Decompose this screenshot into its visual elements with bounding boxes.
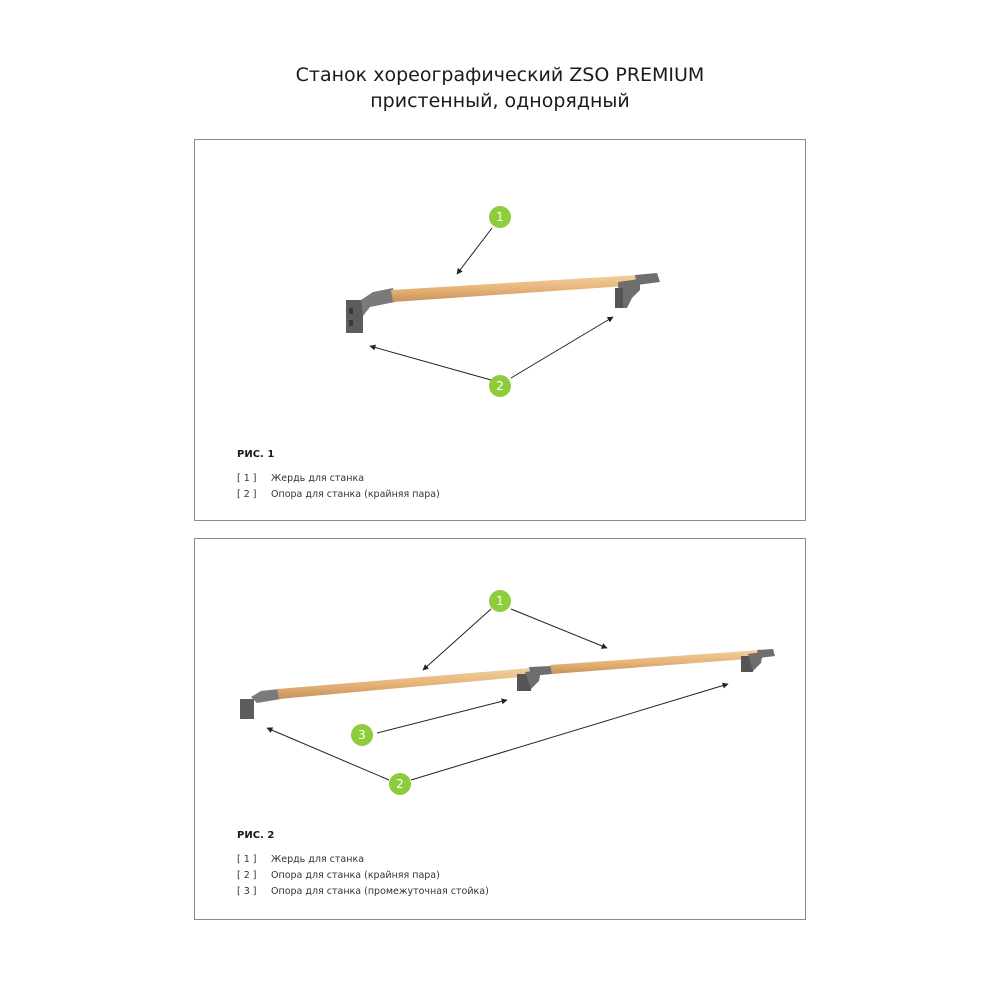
bracket-right xyxy=(615,279,640,308)
arrow-to-pole xyxy=(457,228,492,274)
legend-item xyxy=(237,471,440,487)
legend-number: [ 1 ] xyxy=(237,473,257,484)
title-line-2: пристенный, однорядный xyxy=(370,90,630,112)
title-line-1: Станок хореографический ZSO PREMIUM xyxy=(295,64,705,86)
legend-number: [ 2 ] xyxy=(237,870,257,881)
legend-number: [ 1 ] xyxy=(237,854,257,865)
legend-number: [ 3 ] xyxy=(237,886,257,897)
callout-2: 2 xyxy=(389,773,411,795)
callout-1: 1 xyxy=(489,590,511,612)
arrow-to-right-bracket xyxy=(511,317,613,378)
callout-2: 2 xyxy=(489,375,511,397)
figure-1-label: РИС. 1 xyxy=(237,449,275,460)
barre-pole xyxy=(391,275,640,302)
legend-text: Опора для станка (крайняя пара) xyxy=(271,489,440,500)
barre-pole-1 xyxy=(277,668,532,699)
figure-1-panel xyxy=(194,139,806,521)
legend-item xyxy=(237,884,489,900)
legend-text: Опора для станка (промежуточная стойка) xyxy=(271,886,489,897)
bracket-left xyxy=(240,689,281,719)
legend-text: Жердь для станка xyxy=(271,473,365,484)
legend-text: Жердь для станка xyxy=(271,854,365,865)
barre-pole-2 xyxy=(550,650,761,674)
legend-item xyxy=(237,868,489,884)
legend-item xyxy=(237,852,489,868)
callout-1: 1 xyxy=(489,206,511,228)
figure-2-panel xyxy=(194,538,806,920)
figure-1-legend xyxy=(237,471,440,503)
legend-item xyxy=(237,487,440,503)
arrow-to-left-bracket xyxy=(370,346,491,380)
figure-1-drawing xyxy=(195,140,807,522)
arrow-to-pole-2 xyxy=(511,609,607,648)
arrow-to-middle-bracket xyxy=(377,700,507,733)
figure-2-label: РИС. 2 xyxy=(237,830,275,841)
figure-2-legend xyxy=(237,852,489,900)
arrow-to-pole-1 xyxy=(423,609,491,670)
document-title xyxy=(0,62,1000,114)
arrow-to-right-bracket xyxy=(411,684,728,780)
callout-3: 3 xyxy=(351,724,373,746)
bracket-left xyxy=(346,288,395,333)
legend-text: Опора для станка (крайняя пара) xyxy=(271,870,440,881)
legend-number: [ 2 ] xyxy=(237,489,257,500)
